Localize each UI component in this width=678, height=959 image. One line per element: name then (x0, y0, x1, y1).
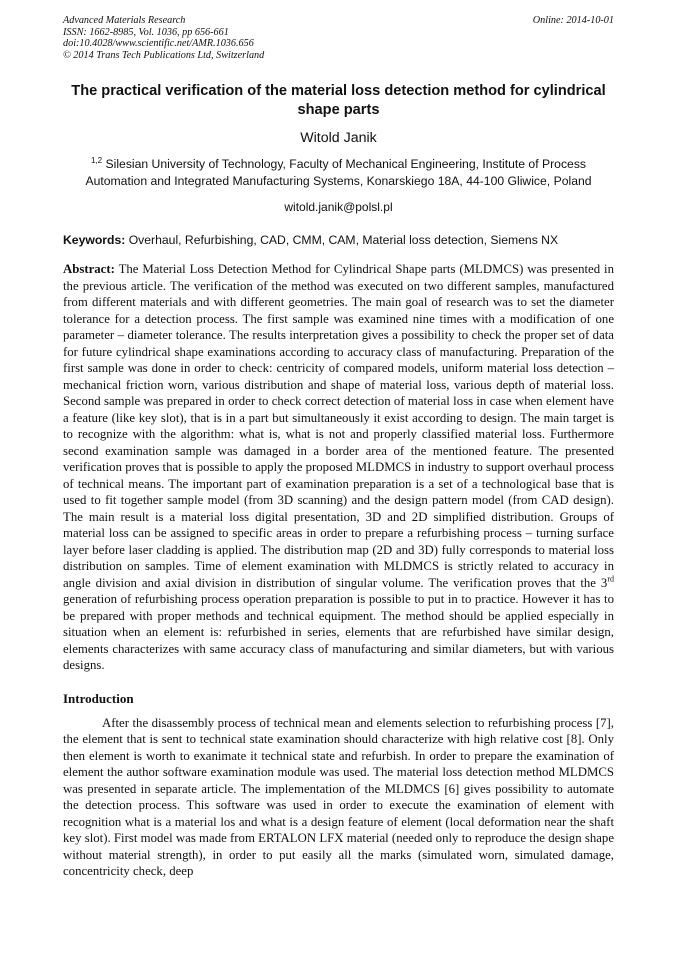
author-email: witold.janik@polsl.pl (284, 200, 393, 215)
keywords (63, 233, 614, 247)
doi-line: doi:10.4028/www.scientific.net/AMR.1036.656 (63, 38, 254, 50)
affiliation-text: Silesian University of Technology, Faculty of Mechanical Engineering, Institute of Process Automation and Integrated Manufacturing Systems, Konarskiego 18A, 44-100 Gliwice, Poland (85, 157, 592, 189)
affiliation (63, 152, 614, 190)
journal-header (63, 15, 614, 61)
abstract (63, 261, 614, 674)
abstract-label: Abstract: (63, 262, 115, 277)
keywords-text: Overhaul, Refurbishing, CAD, CMM, CAM, Material loss detection, Siemens NX (125, 233, 559, 248)
copyright-line: © 2014 Trans Tech Publications Ltd, Switzerland (63, 49, 265, 61)
abstract-text-part-1: The Material Loss Detection Method for Cylindrical Shape parts (MLDMCS) was presented in the previous article. The verification of the method was executed on two different samples, manufactured from different materials and with different geometries. The main goal of research was to set the diameter tolerance for a detection process. The first sample was examined nine times with a modification of one parameter – diameter tolerance. The results interpretation gives a possibility to check the proper set of data for future cylindrical shape examinations according to accuracy class of manufacturing. Preparation of the first sample was done in order to check: centricity of compared models, uniform material loss detection – mechanical friction worn, various distribution and shape of material loss, various depth of material loss. Second sample was prepared in order to check correct detection of material loss in case when element have a feature (like key slot), that is in a part but simultaneously it exist according to design. The main target is to recognize with the algorithm: what is, what is not and properly classified material loss. Furthermore second examination sample was damaged in a border area of the mentioned feature. The presented verification proves that is possible to apply the proposed MLDMCS in industry to support overhaul process of technical means. The important part of examination preparation is a set of a technological base that is used to fit together sample model (from 3D scanning) and the design pattern model (from CAD design). The main result is a material loss digital presentation, 3D and 2D simplified distribution. Groups of material loss can be assigned to specific areas in order to prepare a refurbishing process – turning surface layer before laser cladding is applied. The distribution map (2D and 3D) fully corresponds to material loss distribution on samples. Time of element examination with MLDMCS is strictly related to accuracy in angle division and axial division in distribution of singular volume. The verification proves that the 3 (63, 262, 614, 590)
abstract-text-part-2: generation of refurbishing process operation preparation is possible to put in to practice. However it has to be prepared with proper methods and technical equipment. The method should be applied especially in situation when an element is: refurbished in series, elements that are refurbished have similar design, elements characterizes with same accuracy class of manufacturing and similar diameters, but with various designs. (63, 592, 614, 673)
issn-line: ISSN: 1662-8985, Vol. 1036, pp 656-661 (63, 26, 229, 38)
abstract-ordinal-suffix: rd (607, 574, 614, 584)
paper-title: The practical verification of the material loss detection method for cylindrical shape parts (71, 83, 606, 119)
introduction-heading: Introduction (63, 690, 134, 706)
online-date: Online: 2014-10-01 (532, 15, 614, 26)
keywords-label: Keywords: (63, 233, 126, 248)
introduction-text: After the disassembly process of technical mean and elements selection to refurbishing process [7], the element that is sent to technical state examination should characterize with high relative cost [8]. Only then element is worth to exanimate it technical state and refurbish. In order to prepare the examination of element the author software examination module was used. The material loss detection method MLDMCS was presented in separate article. The implementation of the MLDMCS [6] gives possibility to automate the detection process. This software was used in order to execute the examination of element with recognition what is a material los and what is a design feature of element (local deformation near the shaft key slot). First model was made from ERTALON LFX material (needed only to reproduce the design shape without material strength), in order to put easily all the marks (simulated worn, simulated damage, concentricity check, deep (63, 715, 614, 879)
author-name: Witold Janik (300, 130, 377, 147)
journal-name: Advanced Materials Research (63, 15, 186, 26)
affiliation-marker: 1,2 (90, 156, 103, 166)
